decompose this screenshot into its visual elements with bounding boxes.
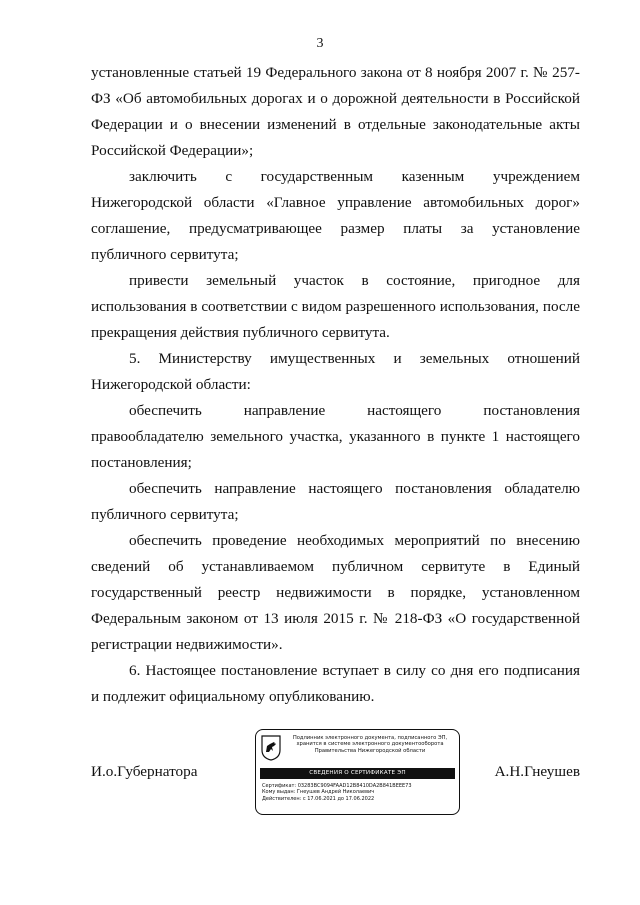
paragraph-7: обеспечить проведение необходимых мероприятий по внесению сведений об устанавливаемом публичном сервитуте в Единый государственный реестр недвижимости в порядке, установленном Федеральным законом от 13 июля 2015 г. № 218-ФЗ «О государственной регистрации недвижимости». (91, 532, 580, 653)
paragraph-8: 6. Настоящее постановление вступает в силу со дня его подписания и подлежит официальному опубликованию. (91, 662, 580, 705)
certificate-serial: Сертификат: 03283BC9094FAAD12B8410DA2B841BEEE73 (262, 783, 412, 789)
paragraph-5: обеспечить направление настоящего постановления правообладателю земельного участка, указанного в пункте 1 настоящего постановления; (91, 402, 580, 471)
document-body (91, 60, 580, 710)
page-number: 3 (316, 36, 324, 51)
coat-of-arms-icon (261, 735, 281, 761)
electronic-signature-stamp (255, 729, 460, 815)
stamp-header-line: Правительства Нижегородской области (314, 747, 426, 754)
certificate-validity: Действителен: с 17.06.2021 до 17.06.2022 (262, 795, 375, 802)
certificate-details (262, 783, 457, 802)
paragraph-2: заключить с государственным казенным учреждением Нижегородской области «Главное управление автомобильных дорог» соглашение, предусматривающее размер платы за установление публичного сервитута; (91, 168, 580, 263)
stamp-header-line: хранится в системе электронного документооборота (296, 741, 444, 748)
paragraph-6: обеспечить направление настоящего постановления обладателю публичного сервитута; (91, 480, 580, 523)
signatory-name: А.Н.Гнеушев (494, 763, 580, 780)
signatory-position: И.о.Губернатора (91, 763, 198, 780)
paragraph-1: установленные статьей 19 Федерального закона от 8 ноября 2007 г. № 257-ФЗ «Об автомобильных дорогах и о дорожной деятельности в Российской Федерации и о внесении изменений в отдельные законодательные акты Российской Федерации»; (91, 64, 580, 159)
paragraph-4: 5. Министерству имущественных и земельных отношений Нижегородской области: (91, 350, 580, 393)
stamp-header (284, 735, 456, 754)
stamp-header-line: Подлинник электронного документа, подписанного ЭП, (292, 735, 448, 741)
certificate-owner: Кому выдан: Гнеушев Андрей Николаевич (262, 789, 375, 796)
certificate-info-bar: СВЕДЕНИЯ О СЕРТИФИКАТЕ ЭП (260, 768, 455, 779)
paragraph-3: привести земельный участок в состояние, пригодное для использования в соответствии с видом разрешенного использования, после прекращения действия публичного сервитута. (91, 272, 580, 341)
